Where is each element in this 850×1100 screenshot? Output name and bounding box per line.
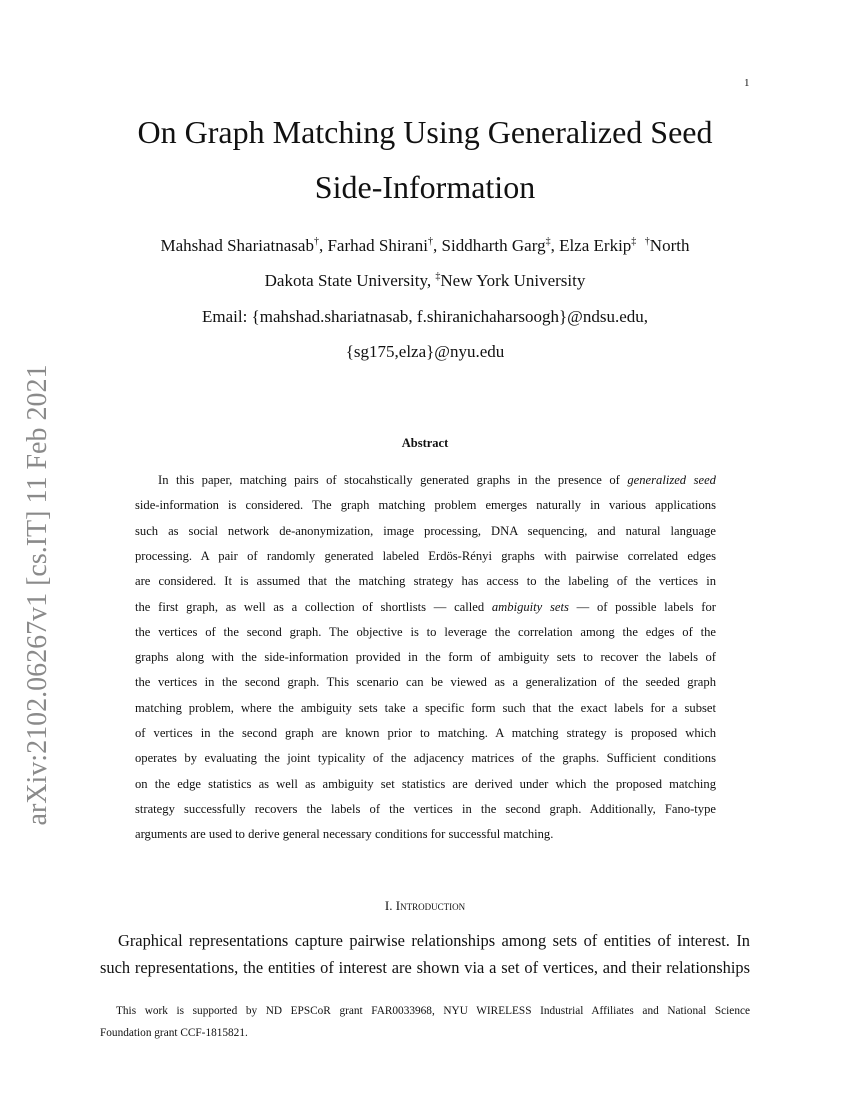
arxiv-stamp: arXiv:2102.06267v1 [cs.IT] 11 Feb 2021 [22,364,53,826]
affil-mark: ‡ [545,236,551,247]
abstract-text: — of possible labels for [568,599,716,614]
abstract-line [135,498,716,513]
abstract-text: of vertices in the second graph are known prior to matching. A matching strategy is proposed which [135,726,716,740]
section-heading-introduction: I. Introduction [384,898,466,913]
authors-line-1 [0,236,850,256]
intro-line: Graphical representations capture pairwise relationships among sets of entities of interest. In [118,931,750,950]
affil-mark: ‡ [631,236,637,247]
footnote-line: Foundation grant CCF-1815821. [100,1027,248,1039]
abstract-text: on the edge statistics as well as ambiguity set statistics are derived under which the proposed matching [135,776,716,791]
abstract-line [135,726,716,741]
abstract-line [135,549,716,564]
abstract-line [135,524,716,539]
author-1: Mahshad Shariatnasab [160,236,314,255]
affil-mark: † [313,236,319,247]
abstract-text: the vertices in the second graph. This scenario can be viewed as a generalization of the seeded graph [135,675,716,690]
author-4: , Elza Erkip [550,236,632,255]
abstract-heading: Abstract [401,436,449,450]
emphasized-term: ambiguity sets [491,599,569,614]
paper-title-line-2: Side-Information [314,169,536,205]
abstract-line [135,827,716,842]
abstract-line [135,650,716,665]
abstract-line [158,473,716,488]
email-line-2: {sg175,elza}@nyu.edu [345,342,505,361]
affiliation: Dakota State University, [264,271,436,290]
footnote-line: This work is supported by ND EPSCoR grant FAR0033968, NYU WIRELESS Industrial Affiliates and National Science [116,1005,750,1017]
emphasized-term: generalized seed [627,473,716,487]
abstract-text: such as social network de-anonymization, image processing, DNA sequencing, and natural language [135,523,716,538]
author-3: , Siddharth Garg [433,236,546,255]
abstract-text: the vertices of the second graph. The objective is to leverage the correlation among the edges of the [135,624,716,639]
abstract-text: In this paper, matching pairs of stocahstically generated graphs in the presence of [158,473,628,487]
abstract-text: operates by evaluating the joint typicality of the adjacency matrices of the graphs. Sufficient conditions [135,751,716,766]
abstract-text: arguments are used to derive general necessary conditions for successful matching. [135,827,554,842]
affiliation: North [649,236,690,255]
abstract-line [135,751,716,766]
abstract-text: matching problem, where the ambiguity sets take a specific form such that the exact labels for a subset [135,700,716,715]
abstract-text: side-information is considered. The graph matching problem emerges naturally in various applications [135,498,716,513]
abstract-line [135,675,716,690]
abstract-text: processing. A pair of randomly generated labeled Erdös-Rényi graphs with pairwise correlated edges [135,548,716,563]
abstract-line [135,600,716,615]
author-2: , Farhad Shirani [318,236,429,255]
authors-line-2 [0,271,850,291]
abstract-line [135,574,716,589]
abstract-line [135,625,716,640]
paper-title-line-1: On Graph Matching Using Generalized Seed [137,114,713,150]
page-number: 1 [744,77,750,89]
intro-line: such representations, the entities of interest are shown via a set of vertices, and their relationships [100,958,750,977]
abstract-text: are considered. It is assumed that the matching strategy has access to the labeling of the vertices in [135,574,716,589]
affil-mark: † [428,236,434,247]
abstract-text: graphs along with the side-information provided in the form of ambiguity sets to recover the labels of [135,650,716,665]
abstract-line [135,701,716,716]
affil-mark: † [644,236,650,247]
abstract-text: strategy successfully recovers the labels of the vertices in the second graph. Additionally, Fano-type [135,801,716,816]
affiliation: New York University [440,271,586,290]
abstract-line [135,802,716,817]
email-line-1: Email: {mahshad.shariatnasab, f.shiranichaharsoogh}@ndsu.edu, [201,307,648,326]
abstract-line [135,777,716,792]
affil-mark: ‡ [435,271,441,282]
abstract-text: the first graph, as well as a collection of shortlists — called [135,599,492,614]
